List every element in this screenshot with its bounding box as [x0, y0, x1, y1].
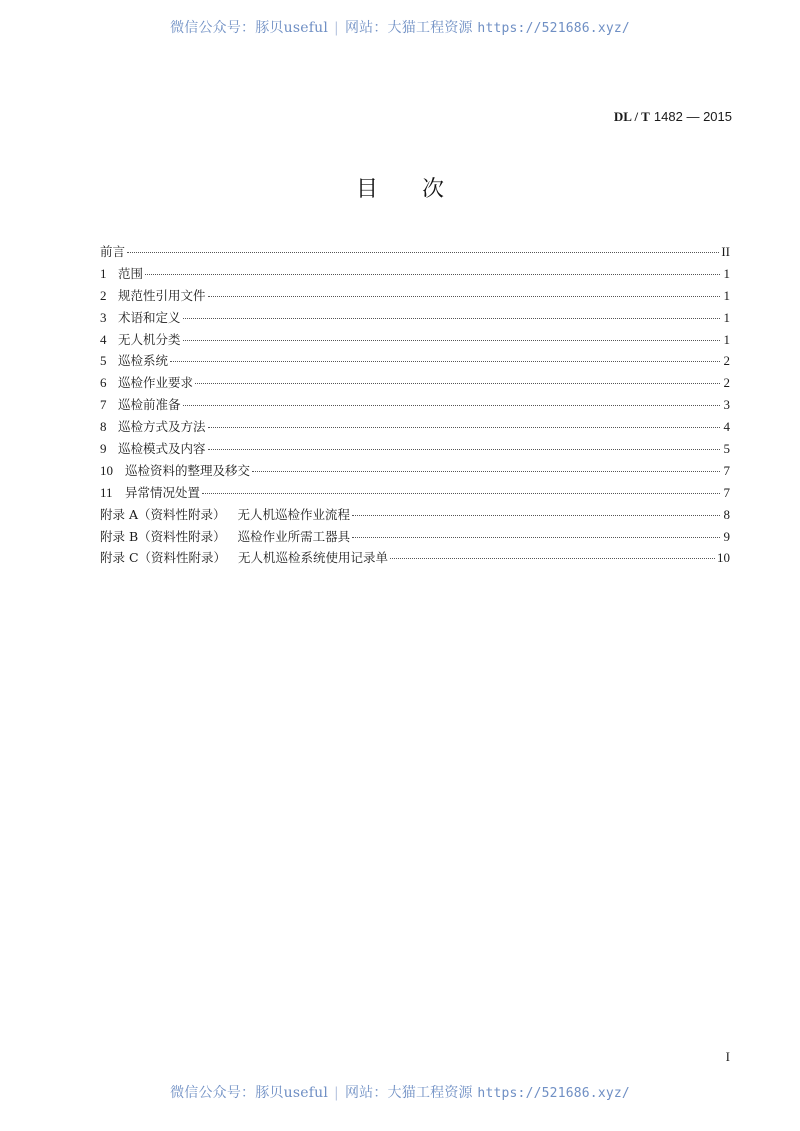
toc-entry-page: 1: [723, 331, 730, 347]
dot-leader: [390, 548, 715, 559]
watermark-site: 网站：大猫工程资源: [344, 20, 473, 36]
toc-entry-number: 2: [100, 287, 107, 303]
dot-leader: [183, 330, 720, 341]
appendix-title: 无人机巡检作业流程: [237, 506, 351, 522]
toc-entry-page: 2: [723, 375, 730, 391]
dot-leader: [252, 461, 720, 472]
toc-entry[interactable]: [100, 285, 730, 307]
watermark-bottom: [0, 1082, 800, 1102]
watermark-top: [0, 17, 800, 37]
toc-entry-number: 3: [100, 309, 107, 325]
appendix-title: 巡检作业所需工器具: [237, 528, 351, 544]
toc-appendix-c[interactable]: [100, 547, 730, 569]
toc-entry[interactable]: [100, 460, 730, 482]
toc-entry-title: 规范性引用文件: [118, 287, 206, 303]
toc-appendix-b[interactable]: [100, 526, 730, 548]
toc-entry[interactable]: [100, 263, 730, 285]
appendix-label: 附录 A（资料性附录）: [100, 506, 226, 522]
appendix-label: 附录 C（资料性附录）: [100, 550, 227, 566]
toc-entry-title: 无人机分类: [118, 331, 181, 347]
watermark-separator: |: [334, 1085, 339, 1101]
toc-entry-number: 1: [100, 265, 107, 281]
toc-entry[interactable]: [100, 329, 730, 351]
appendix-label: 附录 B（资料性附录）: [100, 528, 226, 544]
watermark-url: https://521686.xyz/: [477, 1086, 630, 1101]
appendix-page: 8: [723, 506, 730, 522]
watermark-account: 微信公众号：豚贝useful: [170, 1085, 329, 1101]
dot-leader: [352, 505, 720, 516]
toc-entry-page: 4: [723, 419, 730, 435]
toc-entry-number: 4: [100, 331, 107, 347]
appendix-page: 9: [723, 528, 730, 544]
toc-entry-page: 7: [723, 462, 730, 478]
toc-entry-number: 7: [100, 397, 107, 413]
toc-entry-number: 5: [100, 353, 107, 369]
toc-appendix-a[interactable]: [100, 504, 730, 526]
standard-prefix: DL / T: [613, 109, 650, 124]
dot-leader: [202, 483, 720, 494]
toc-entry-title: 巡检方式及方法: [118, 419, 206, 435]
appendix-page: 10: [717, 550, 730, 566]
toc-entry[interactable]: [100, 438, 730, 460]
toc-entry-title: 巡检作业要求: [118, 375, 194, 391]
watermark-site: 网站：大猫工程资源: [344, 1085, 473, 1101]
dot-leader: [208, 286, 720, 297]
standard-code: [614, 109, 732, 125]
toc-entry-page: 1: [723, 287, 730, 303]
toc-entry-title: 术语和定义: [118, 309, 181, 325]
toc-entry-page: 3: [723, 397, 730, 413]
toc-entry-number: 9: [100, 441, 107, 457]
dot-leader: [183, 395, 720, 406]
toc-entry-page: 2: [723, 353, 730, 369]
dot-leader: [145, 264, 720, 275]
table-of-contents: [100, 241, 730, 569]
toc-entry-number: 11: [100, 484, 113, 500]
toc-entry-page: 1: [723, 265, 730, 281]
dot-leader: [170, 351, 720, 362]
toc-entry[interactable]: [100, 394, 730, 416]
dot-leader: [208, 439, 720, 450]
dot-leader: [183, 308, 720, 319]
toc-entry[interactable]: [100, 482, 730, 504]
dot-leader: [127, 242, 719, 253]
toc-entry-page: II: [721, 244, 730, 259]
toc-entry-number: 8: [100, 419, 107, 435]
toc-entry-title: 巡检系统: [118, 353, 169, 369]
toc-entry-title: 范围: [118, 265, 144, 281]
dot-leader: [352, 527, 720, 538]
toc-entry-page: 7: [723, 484, 730, 500]
toc-entry-title: 异常情况处置: [125, 484, 201, 500]
watermark-separator: |: [334, 20, 339, 36]
toc-entry[interactable]: [100, 372, 730, 394]
watermark-account: 微信公众号：豚贝useful: [170, 20, 329, 36]
page-title: 目次: [355, 177, 488, 202]
toc-entry[interactable]: [100, 416, 730, 438]
dot-leader: [195, 373, 720, 384]
toc-entry-title: 巡检资料的整理及移交: [125, 462, 251, 478]
toc-entry-page: 5: [723, 441, 730, 457]
toc-entry-title: 巡检前准备: [118, 397, 181, 413]
toc-entry-title: 巡检模式及内容: [118, 441, 206, 457]
toc-entry-number: 6: [100, 375, 107, 391]
standard-number: 1482 — 2015: [653, 109, 732, 124]
page-number: I: [725, 1049, 730, 1064]
appendix-title: 无人机巡检系统使用记录单: [238, 550, 389, 566]
toc-entry[interactable]: [100, 350, 730, 372]
toc-entry-page: 1: [723, 309, 730, 325]
toc-entry-number: 10: [100, 462, 113, 478]
dot-leader: [208, 417, 720, 428]
toc-entry-foreword[interactable]: [100, 241, 730, 263]
watermark-url: https://521686.xyz/: [477, 21, 630, 36]
toc-entry[interactable]: [100, 307, 730, 329]
toc-entry-title: 前言: [100, 244, 126, 259]
